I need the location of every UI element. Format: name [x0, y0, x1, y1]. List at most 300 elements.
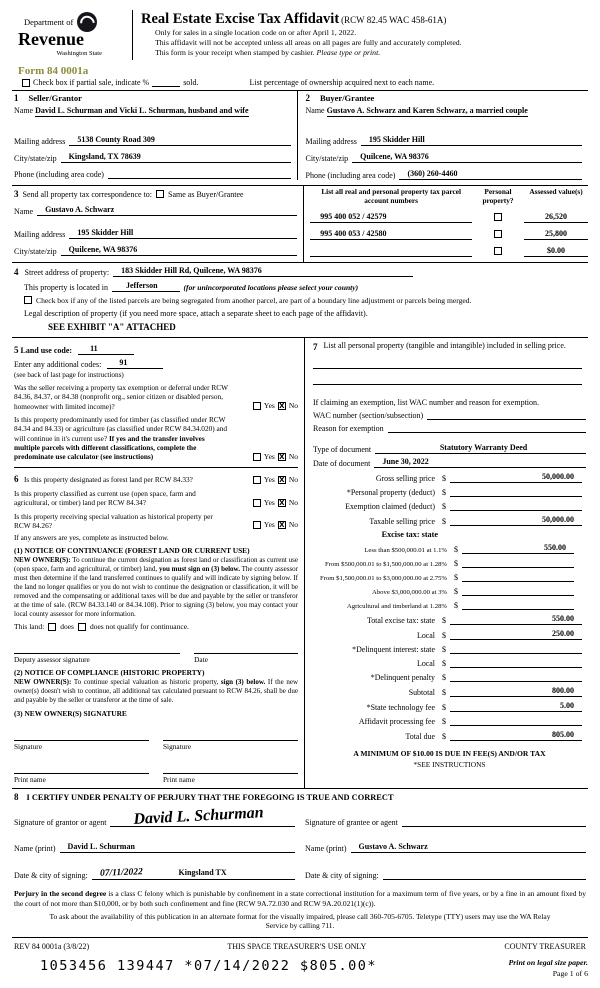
sections-5-6-column: [12, 338, 304, 788]
document-type-value: Statutory Warranty Deed: [439, 443, 528, 453]
form-title-rcw: (RCW 82.45 WAC 458-61A): [341, 15, 447, 25]
excise-bracket-2-field[interactable]: [462, 558, 574, 568]
county-field[interactable]: Jefferson: [112, 281, 180, 292]
delinquent-penalty-row: [313, 672, 586, 682]
grantee-signature-half: [305, 817, 586, 827]
county-treasurer-label: COUNTY TREASURER: [504, 942, 586, 951]
notice1-body-bold: you must sign on (3) below.: [158, 565, 240, 574]
perjury-notice: [12, 889, 588, 909]
seller-phone-label: Phone (including area code): [14, 170, 104, 180]
header-note-3-text: This form is your receipt when stamped by cashier.: [155, 48, 315, 58]
seller-mailing-field[interactable]: [69, 135, 290, 146]
s6-q3-yes-no: [234, 512, 298, 531]
new-owner-print-1-field[interactable]: [14, 764, 149, 774]
taxable-selling-price-label: Taxable selling price: [369, 517, 435, 527]
no-label: No: [288, 400, 298, 410]
county-label: This property is located in: [24, 282, 108, 292]
section-1-header: [14, 93, 291, 103]
grantor-date-half: [14, 868, 295, 880]
grantor-print-name-value: David L. Schurman: [67, 842, 135, 852]
document-type-field[interactable]: [375, 443, 586, 454]
buyer-city-value: Quilcene, WA 98376: [360, 152, 429, 162]
s5-question-2: [14, 415, 298, 462]
perjury-body: is a class C felony which is punishable by confinement in a state correctional institution for a maximum term of five years, or by a fine in an amount fixed by the court of not more than $10,000, or by both such confinement and fine (RCW 9A.72.030 and RCW 9A.20.021(1)(c)).: [14, 889, 586, 909]
treasurer-stamp: 1053456 139447 *07/14/2022 $805.00*: [40, 958, 377, 974]
seller-phone-field[interactable]: [108, 169, 291, 179]
dollar-sign: $: [442, 673, 446, 683]
s6-q1-yes-checkbox[interactable]: [253, 476, 261, 484]
section-5-land-use: [14, 344, 298, 462]
subtotal-row: [313, 686, 586, 697]
s5-q1-yes-checkbox[interactable]: [253, 402, 261, 410]
dollar-sign: $: [442, 517, 446, 527]
seller-name-field[interactable]: David L. Schurman and Vicki L. Schurman, husband and wife: [35, 106, 249, 116]
section-3-and-parcels: [12, 185, 588, 262]
total-due-row: [313, 730, 586, 741]
delinquent-interest-state-field[interactable]: [450, 644, 582, 654]
wac-number-field[interactable]: [427, 410, 586, 420]
correspondence-name-value: Gustavo A. Schwarz: [45, 205, 115, 215]
grantee-signature-field[interactable]: [402, 817, 586, 827]
document-type-line: [313, 443, 586, 454]
grantee-date-city-field[interactable]: [383, 870, 586, 880]
header-note-3: [141, 48, 588, 58]
grantor-date-label: Date & city of signing:: [14, 871, 88, 881]
excise-tax-state-label: Excise tax: state: [381, 530, 438, 540]
delinquent-interest-state-row: [313, 644, 586, 654]
personal-property-deduct-row: [313, 487, 586, 497]
dollar-sign: $: [442, 502, 446, 512]
correspondence-name-line: [14, 205, 297, 216]
seller-mailing-line: [14, 135, 291, 146]
deputy-date-cell: [194, 644, 298, 664]
new-owner-signature-2-field[interactable]: [163, 731, 298, 741]
excise-bracket-row: [313, 586, 586, 596]
document-type-label: Type of document: [313, 445, 372, 455]
dollar-sign: $: [442, 631, 446, 641]
s6-instruction: If any answers are yes, complete as instructed below.: [14, 533, 169, 543]
s6-question-3: [14, 512, 298, 531]
s5-q2-yes-checkbox[interactable]: [253, 453, 261, 461]
same-as-buyer-label: Same as Buyer/Grantee: [168, 189, 244, 199]
dollar-sign: $: [454, 559, 458, 569]
s6-q3-text: Is this property receiving special valuation as historical property per RCW 84.26?: [14, 511, 213, 530]
total-excise-state-field[interactable]: 550.00: [450, 614, 582, 625]
yes-label: Yes: [263, 520, 275, 530]
subtotal-field[interactable]: 800.00: [450, 686, 582, 697]
form-number: Form 84 0001a: [18, 65, 89, 78]
street-address-label: Street address of property:: [24, 267, 110, 277]
s5-question-1: [14, 383, 298, 411]
parcel-number-field[interactable]: 995 400 053 / 42580: [310, 229, 472, 240]
yes-label: Yes: [263, 475, 275, 485]
section-3-intro: Send all property tax correspondence to:: [22, 189, 153, 199]
form-title: Real Estate Excise Tax Affidavit: [141, 11, 340, 27]
deputy-assessor-signature-field[interactable]: [14, 644, 180, 654]
buyer-phone-label: Phone (including area code): [305, 171, 396, 181]
parcel-number-field[interactable]: [310, 247, 472, 257]
assessed-value-col-header: Assessed value(s): [529, 187, 583, 197]
buyer-name-label: Name: [305, 106, 325, 116]
print-name-label: Print name: [163, 775, 195, 785]
document-date-field[interactable]: [374, 457, 586, 468]
excise-bracket-3-field[interactable]: [462, 572, 574, 582]
section-6-classification: [14, 467, 298, 785]
partial-sale-percent-field[interactable]: [152, 79, 180, 87]
s6-q1-text-body: Is this property designated as forest land per RCW 84.33?: [23, 474, 193, 484]
buyer-mailing-field[interactable]: [361, 135, 582, 146]
document-date-label: Date of document: [313, 459, 371, 469]
additional-codes-label: Enter any additional codes:: [14, 359, 102, 369]
notice2-body-2: If the new owner(s) doesn't wish to continue, all additional tax calculated pursuant to RCW 84.26, shall be due and payable by the seller or transferor at the time of sale.: [14, 678, 299, 705]
s5-q2-yes-no: [234, 415, 298, 462]
s6-q2-yes-checkbox[interactable]: [253, 499, 261, 507]
footer-labels-row: [12, 937, 588, 951]
notice-compliance-body: [14, 678, 298, 705]
parcel-number-field[interactable]: 995 400 052 / 42579: [310, 212, 472, 223]
logo-agency-text: Revenue: [18, 29, 84, 49]
notice2-body-1: To continue special valuation as historic property,: [73, 678, 219, 687]
rev-number: REV 84 0001a (3/8/22): [14, 942, 90, 951]
delinquent-interest-local-label: Local: [417, 659, 435, 669]
sections-1-2: [12, 90, 588, 185]
buyer-mailing-value: 195 Skidder Hill: [368, 135, 425, 145]
excise-bracket-2-label: From $500,000.01 to $1,500,000.00 at 1.28%: [324, 561, 447, 569]
percentage-note: List percentage of ownership acquired next to each name.: [249, 78, 435, 88]
grantee-print-name-value: Gustavo A. Schwarz: [358, 842, 428, 852]
notice1-lead: NEW OWNER(S):: [14, 556, 71, 565]
s6-q1-yes-no: [234, 474, 298, 486]
delinquent-penalty-label: *Delinquent penalty: [370, 673, 435, 683]
land-use-line: [14, 344, 298, 355]
assessed-value-field[interactable]: $0.00: [524, 246, 588, 257]
document-date-value: June 30, 2022: [382, 457, 429, 467]
excise-bracket-4-label: Above $3,000,000.00 at 3%: [371, 589, 447, 597]
page-footer: [12, 937, 588, 978]
exemption-reason-field[interactable]: [388, 423, 586, 433]
s6-q3-no-checkbox[interactable]: X: [279, 521, 285, 530]
notice2-body-bold: sign (3) below.: [220, 678, 266, 687]
excise-bracket-5-field[interactable]: [462, 600, 574, 610]
deputy-assessor-row: [14, 644, 298, 664]
total-due-label: Total due: [405, 732, 435, 742]
seller-city-value: Kingsland, TX 78639: [68, 152, 141, 162]
yes-label: Yes: [263, 451, 275, 461]
segregated-line: [14, 296, 586, 305]
grantor-print-name-field[interactable]: [60, 842, 295, 853]
legal-description-field[interactable]: SEE EXHIBIT "A" ATTACHED: [48, 321, 176, 332]
partial-sale-sold-label: sold.: [183, 78, 199, 88]
dollar-sign: $: [454, 601, 458, 611]
no-label: No: [288, 497, 298, 507]
dollar-sign: $: [442, 645, 446, 655]
excise-bracket-row: [313, 600, 586, 610]
new-owner-signature-1-field[interactable]: [14, 731, 149, 741]
correspondence-city-value: Quilcene, WA 98376: [68, 245, 138, 255]
section-8-number: 8: [14, 792, 19, 803]
excise-bracket-1-field[interactable]: 550.00: [462, 543, 574, 554]
deputy-assessor-label: Deputy assessor signature: [14, 655, 90, 665]
assessed-value-field[interactable]: 26,520: [524, 212, 588, 223]
new-owner-print-2-field[interactable]: [163, 764, 298, 774]
logo-state-text: Washington State: [56, 50, 102, 57]
personal-property-checkbox[interactable]: [494, 230, 502, 238]
segregated-checkbox[interactable]: [24, 296, 32, 304]
deputy-date-label: Date: [194, 655, 208, 665]
section-6-number: 6: [14, 473, 19, 484]
accessibility-note: To ask about the availability of this publication in an alternate format for the visually impaired, please call 360-705-6705. Teletype (TTY) users may use the WA Relay Service by calling 711.: [49, 912, 551, 931]
grantor-signature-handwriting: David L. Schurman: [133, 804, 265, 829]
deputy-assessor-date-field[interactable]: [194, 644, 298, 654]
s5-q1-no-checkbox[interactable]: X: [279, 401, 285, 410]
sections-5-6-7: [12, 337, 588, 788]
see-back-note: (see back of last page for instructions): [14, 370, 124, 379]
yes-label: Yes: [263, 400, 275, 410]
gross-selling-price-row: [313, 472, 586, 483]
correspondence-name-field[interactable]: [37, 205, 297, 216]
grantee-signature-label: Signature of grantee or agent: [305, 818, 398, 828]
total-excise-state-row: [313, 614, 586, 625]
seller-name-line: [14, 105, 291, 129]
personal-property-list-line-2[interactable]: [313, 369, 582, 385]
correspondence-city-line: [14, 245, 297, 256]
dollar-sign: $: [442, 659, 446, 669]
personal-property-col-header: Personal property?: [482, 187, 514, 206]
does-not-label: does not qualify for continuance.: [89, 622, 189, 632]
s5-q2-text-bold: If yes and the transfer involves multiple parcels with different classifications, complete the predominate use calculator (see instructions): [14, 433, 205, 462]
notice2-lead: NEW OWNER(S):: [14, 678, 72, 687]
correspondence-mailing-field[interactable]: [69, 228, 297, 239]
grantee-print-label: Name (print): [305, 844, 347, 854]
signature-label: Signature: [163, 742, 191, 752]
section-1-number: 1: [14, 93, 19, 104]
correspondence-mailing-line: [14, 228, 297, 239]
delinquent-penalty-field[interactable]: [450, 672, 582, 682]
exemption-claimed-field[interactable]: [450, 501, 582, 511]
s6-q2-text: Is this property classified as current use (open space, farm and agricultural, or timber) land per RCW 84.34?: [14, 489, 196, 508]
grantee-print-half: [305, 842, 586, 853]
print-name-row: [14, 842, 586, 853]
seller-city-field[interactable]: [61, 152, 291, 163]
buyer-name-field[interactable]: Gustavo A. Schwarz and Karen Schwarz, a married couple: [326, 106, 528, 116]
header-note-2: This affidavit will not be accepted unless all areas on all pages are fully and accurately completed.: [155, 38, 462, 48]
certification-title: I CERTIFY UNDER PENALTY OF PERJURY THAT THE FOREGOING IS TRUE AND CORRECT: [26, 793, 394, 803]
delinquent-interest-state-label: *Delinquent interest: state: [352, 645, 435, 655]
seller-city-line: [14, 152, 291, 163]
section-1-seller: [12, 91, 297, 180]
street-address-value: 183 Skidder Hill Rd, Quilcene, WA 98376: [121, 265, 262, 275]
excise-bracket-1-label: Less than $500,000.01 at 1.1%: [364, 547, 447, 555]
buyer-city-field[interactable]: [352, 152, 582, 163]
excise-bracket-row: [313, 558, 586, 568]
excise-bracket-row: [313, 543, 586, 554]
header-note-3-italic: Please type or print.: [316, 48, 381, 58]
local-excise-field[interactable]: 250.00: [450, 629, 582, 640]
parcel-table: [303, 186, 588, 262]
new-owner-print-1-cell: [14, 764, 149, 784]
new-owner-sig-2-cell: [163, 731, 298, 751]
new-owner-signature-row: [14, 731, 298, 751]
dollar-sign: $: [442, 488, 446, 498]
personal-property-list-line-1[interactable]: [313, 353, 582, 369]
parcel-row: [310, 246, 588, 257]
subtotal-label: Subtotal: [408, 688, 435, 698]
section-1-title: Seller/Grantor: [28, 93, 82, 104]
grantor-date-value: 07/11/2022: [99, 867, 143, 879]
does-qualify-checkbox[interactable]: [48, 623, 56, 631]
grantee-date-half: [305, 868, 586, 880]
grantor-print-label: Name (print): [14, 844, 56, 854]
this-land-label: This land:: [14, 622, 45, 632]
yes-label: Yes: [263, 497, 275, 507]
personal-property-deduct-field[interactable]: [450, 487, 582, 497]
dollar-sign: $: [442, 688, 446, 698]
land-use-code-field[interactable]: [78, 344, 134, 355]
county-line: [14, 281, 586, 292]
total-due-field[interactable]: 805.00: [450, 730, 582, 741]
street-address-field[interactable]: [113, 266, 413, 277]
excise-bracket-3-label: From $1,500,000.01 to $3,000,000.00 at 2.75%: [319, 575, 447, 583]
state-technology-fee-label: *State technology fee: [366, 703, 435, 713]
buyer-name-line: [306, 105, 583, 129]
logo-dept-text: Department of: [24, 17, 74, 27]
dollar-sign: $: [442, 717, 446, 727]
s6-q1-no-checkbox[interactable]: X: [279, 476, 285, 485]
grantor-signature-half: [14, 804, 295, 829]
affidavit-processing-fee-field[interactable]: [450, 716, 582, 726]
grantor-signature-field[interactable]: [110, 804, 295, 829]
affidavit-processing-fee-label: Affidavit processing fee: [358, 717, 435, 727]
local-excise-row: [313, 629, 586, 640]
county-note: (for unincorporated locations please select your county): [183, 282, 359, 292]
s6-question-1: [14, 474, 298, 486]
minimum-due-note: A MINIMUM OF $10.00 IS DUE IN FEE(S) AND/OR TAX: [353, 749, 546, 759]
deputy-signature-cell: [14, 644, 180, 664]
exemption-intro: If claiming an exemption, list WAC number and reason for exemption.: [313, 398, 540, 408]
print-name-label: Print name: [14, 775, 46, 785]
assessed-value-field[interactable]: 25,800: [524, 229, 588, 240]
new-owner-print-2-cell: [163, 764, 298, 784]
grantee-print-name-field[interactable]: [351, 842, 586, 853]
state-technology-fee-field[interactable]: 5.00: [450, 701, 582, 712]
notice-compliance-title: (2) NOTICE OF COMPLIANCE (HISTORIC PROPERTY): [14, 668, 205, 678]
parcel-row: [310, 229, 588, 240]
notice1-body-2: The county assessor must then determine if the land transferred continues to qualify and will indicate by signing below. If the land no longer qualifies or you do not wish to continue the designation or classification, it will be removed and the compensating or additional taxes will be due and payable by the seller or transferor at the time of sale. (RCW 84.33.140 or 84.34.108). Prior to signing (3) below, you may contact your local county assessor for more information.: [14, 565, 299, 618]
section-2-header: [306, 93, 583, 103]
buyer-phone-field[interactable]: [399, 169, 582, 180]
buyer-phone-line: [306, 169, 583, 180]
seller-phone-line: [14, 169, 291, 179]
section-7-tax: [304, 338, 588, 788]
footer-stamp-row: [12, 958, 588, 978]
exemption-reason-label: Reason for exemption: [313, 424, 384, 434]
s5-q2-text: [14, 415, 234, 462]
buyer-mailing-line: [306, 135, 583, 146]
partial-sale-checkbox[interactable]: [22, 79, 30, 87]
section-3-number: 3: [14, 189, 19, 200]
gross-selling-price-field[interactable]: 50,000.00: [450, 472, 582, 483]
form-header: [12, 10, 588, 60]
exemption-reason-line: [313, 423, 586, 433]
grantor-city-value: Kingsland TX: [178, 868, 227, 878]
s5-q2-no-checkbox[interactable]: X: [279, 452, 285, 461]
legal-size-note: Print on legal size paper.: [508, 958, 588, 967]
partial-sale-line: [22, 78, 588, 87]
s6-q3-yes-checkbox[interactable]: [253, 521, 261, 529]
new-owner-sig-1-cell: [14, 731, 149, 751]
dollar-sign: $: [442, 732, 446, 742]
personal-property-checkbox[interactable]: [494, 213, 502, 221]
buyer-city-line: [306, 152, 583, 163]
s7-intro-text: List all personal property (tangible and intangible) included in selling price.: [323, 340, 566, 350]
s6-q2-no-checkbox[interactable]: X: [279, 498, 285, 507]
excise-bracket-5-label: Agricultural and timberland at 1.28%: [346, 603, 447, 611]
grantor-date-city-field[interactable]: [92, 868, 295, 880]
s6-q2-yes-no: [234, 489, 298, 508]
does-not-qualify-checkbox[interactable]: [78, 623, 86, 631]
grantor-print-half: [14, 842, 295, 853]
exemption-claimed-row: [313, 501, 586, 511]
parcel-personal-cell: [472, 213, 524, 223]
taxable-selling-price-row: [313, 515, 586, 526]
correspondence-mailing-value: 195 Skidder Hill: [77, 228, 134, 238]
personal-property-deduct-label: *Personal property (deduct): [346, 488, 435, 498]
correspondence-city-field[interactable]: [61, 245, 298, 256]
seller-name-label: Name: [14, 106, 34, 116]
s5-q2-text-normal: Is this property predominantly used for timber (as classified under RCW 84.34 and 84.33) or agriculture (as classified under RCW 84.34.020) and will continue in it's current use?: [14, 414, 228, 443]
exemption-claimed-label: Exemption claimed (deduct): [345, 502, 435, 512]
dollar-sign: $: [442, 703, 446, 713]
s6-q1-text: [14, 474, 234, 486]
additional-codes-field[interactable]: [107, 358, 163, 369]
land-use-label: Land use code:: [20, 345, 73, 355]
additional-codes-value: 91: [119, 357, 128, 367]
excise-bracket-row: [313, 572, 586, 582]
wac-number-line: [313, 410, 586, 420]
partial-sale-label: Check box if partial sale, indicate %: [33, 78, 150, 88]
excise-bracket-4-field[interactable]: [462, 586, 574, 596]
taxable-selling-price-field[interactable]: 50,000.00: [450, 515, 582, 526]
title-block: [132, 10, 588, 60]
segregated-label: Check box if any of the listed parcels are being segregated from another parcel, are part of a boundary line adjustment or parcels being merged.: [36, 295, 472, 305]
section-2-buyer: [297, 91, 589, 180]
continuance-qualify-line: [14, 622, 298, 631]
correspondence-city-label: City/state/zip: [14, 247, 57, 257]
same-as-buyer-checkbox[interactable]: [156, 190, 164, 198]
parcel-numbers-col-header: List all real and personal property tax parcel account numbers: [321, 187, 461, 206]
additional-codes-line: [14, 358, 298, 369]
dollar-sign: $: [454, 587, 458, 597]
s7-intro-line: [313, 341, 586, 353]
grantor-signature-label: Signature of grantor or agent: [14, 818, 107, 828]
page-number: Page 1 of 6: [552, 969, 588, 978]
buyer-phone-value: (360) 260-4460: [407, 169, 458, 179]
seller-city-label: City/state/zip: [14, 154, 57, 164]
section-4-number: 4: [14, 266, 19, 277]
s6-question-2: [14, 489, 298, 508]
s5-q1-text: Was the seller receiving a property tax exemption or deferral under RCW 84.36, 84.37, or 84.38 (nonprofit org., senior citizen or disabled person, homeowner with limited income)?: [14, 382, 228, 411]
see-instructions-note: *SEE INSTRUCTIONS: [413, 760, 486, 770]
personal-property-checkbox[interactable]: [494, 247, 502, 255]
gross-selling-price-label: Gross selling price: [375, 474, 435, 484]
date-city-row: [14, 868, 586, 880]
dor-logo: [12, 10, 132, 60]
section-3-intro-line: [14, 189, 297, 199]
state-technology-fee-row: [313, 701, 586, 712]
section-3-tax-correspondence: [12, 186, 303, 262]
grantee-date-label: Date & city of signing:: [305, 871, 379, 881]
delinquent-interest-local-field[interactable]: [450, 658, 582, 668]
